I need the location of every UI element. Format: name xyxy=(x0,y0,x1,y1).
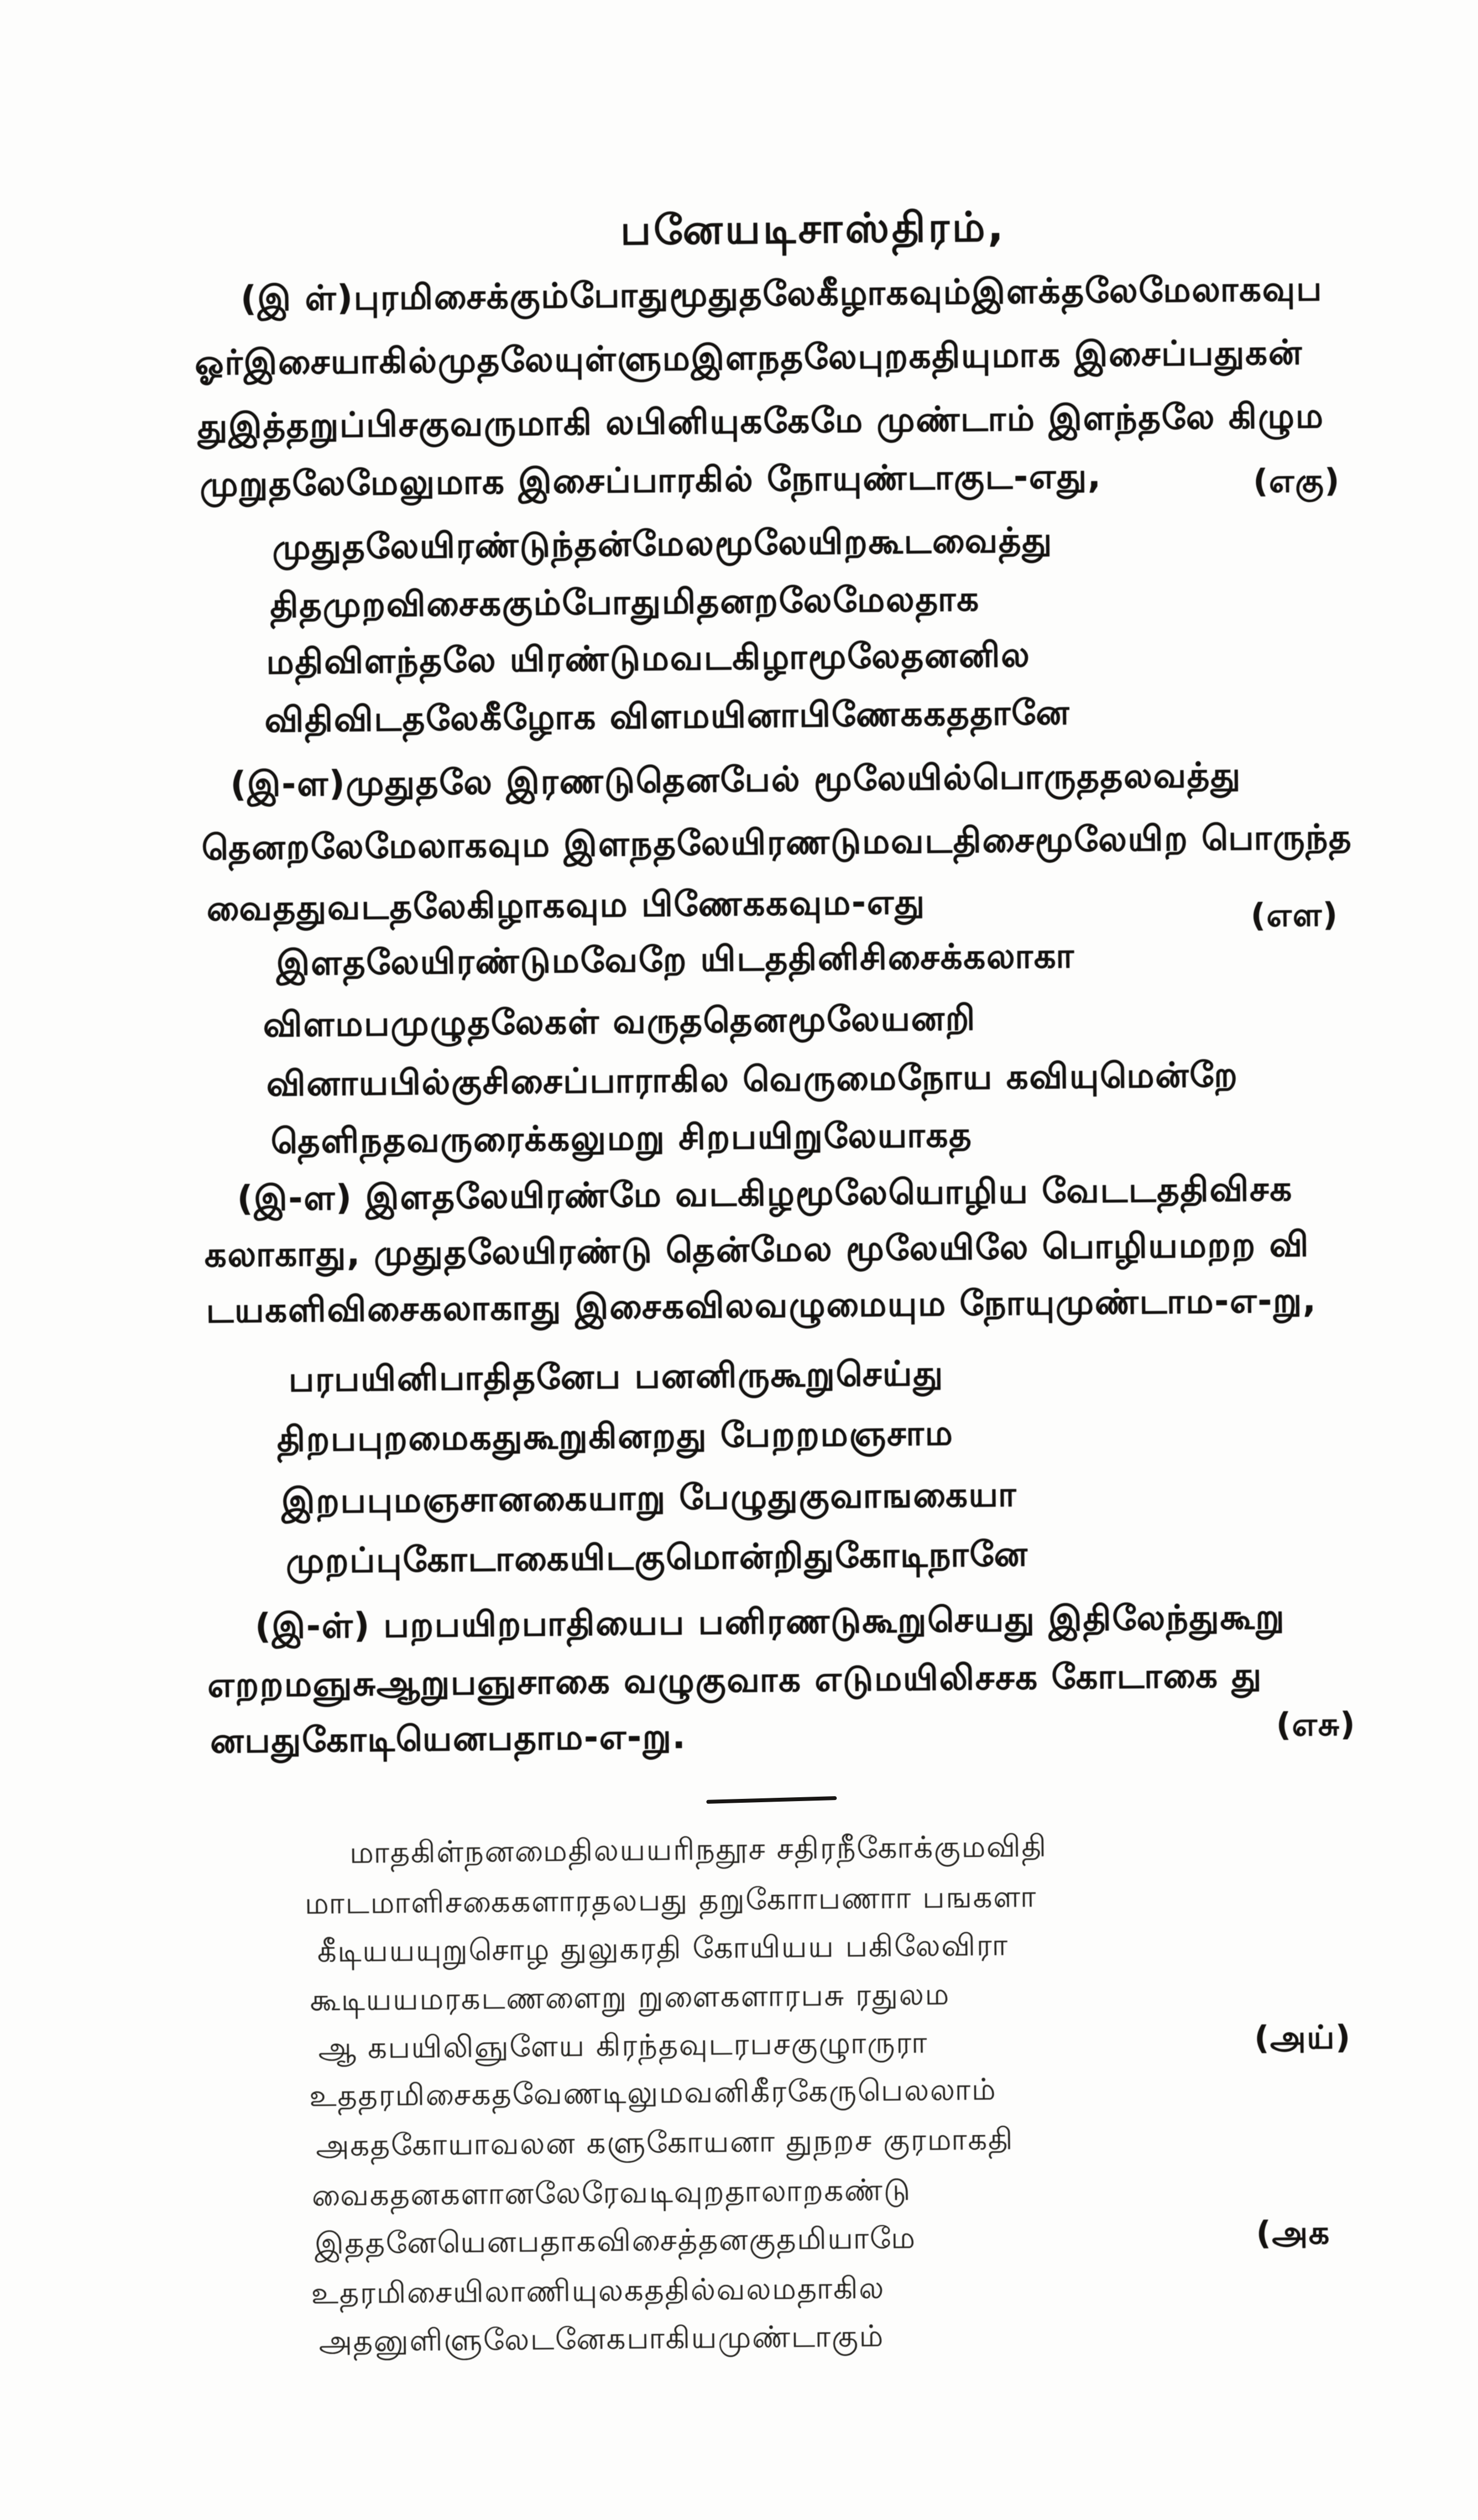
verse-long-line: மாடமாளிசகைகளாரதலபது தறுகோாபணாா பஙகளா xyxy=(304,1879,1037,1921)
section-divider xyxy=(706,1796,837,1804)
page-title: பனேயடிசாஸ்திரம், xyxy=(620,203,1006,254)
verse-line: இறபபுமஞசானகையாறு பேழுதுகுவாஙகையா xyxy=(281,1474,1017,1521)
verse-long-line: ஆ கபயிலிஞுளேய கிரந்தவுடரபசகுழுாருரா xyxy=(318,2025,928,2066)
prose-line: (இ ள்)புரமிசைக்கும்போதுமூதுதலேகீழாகவும்இளக்தலேமேலாகவுப xyxy=(240,268,1323,319)
prose-line: ஓர்இசையாகில்முதலேயுள்ளுமஇளநதலேபுறகதியுமாக இசைப்பதுகன் xyxy=(195,332,1303,383)
verse-number-marker: (அக xyxy=(1256,2213,1331,2252)
verse-line: தெளிநதவருரைக்கலுமறு சிறபயிறுலேயாகத xyxy=(270,1114,973,1162)
verse-line: மதிவிளந்தலே யிரண்டுமவடகிழாமூலேதனனில xyxy=(266,634,1031,682)
verse-long-line: அதனுளிளுலேடனேகபாகியமுண்டாகும் xyxy=(318,2318,885,2359)
prose-line: வைததுவடதலேகிழாகவும பிணேககவும-எது xyxy=(206,881,926,929)
verse-line: பரபயினிபாதிதனேப பனனிருகூறுசெய்து xyxy=(288,1353,944,1400)
verse-long-line: உததரமிசைகதவேணடிலுமவனிகீரகேருபெலலாம் xyxy=(309,2072,997,2114)
verse-long-line: கூடியயமரகடணளைறு றுளைகளாரபசு ரதுலம xyxy=(310,1976,950,2018)
verse-long-line: கீடியயயுறுசொழ துலுகரதி கோயியய பகிலேவிரா xyxy=(317,1927,1009,1969)
verse-long-line: உதரமிசையிலாணியுலகததில்வலமதாகில xyxy=(311,2270,885,2311)
verse-number-marker: (எசு) xyxy=(1276,1705,1356,1744)
prose-line: எறறமஞுசுஆறுபஞுசாகை வழுகுவாக எடுமயிலிசசக கோடாகை து xyxy=(207,1654,1263,1705)
prose-line: தெனறலேமேலாகவும இளநதலேயிரணடுமவடதிசைமூலேயிற பொருந்த xyxy=(201,816,1352,868)
verse-line: இளதலேயிரண்டுமவேறே யிடததினிசிசைக்கலாகா xyxy=(276,935,1075,984)
verse-number-marker: (எகு) xyxy=(1253,461,1341,500)
verse-line: விதிவிடதலேகீழோக விளமயினாபிணேககததானே xyxy=(264,692,1070,740)
prose-line: (இ-ள்) பறபயிறபாதியைப பனிரணடுகூறுசெயது இதிலேந்துகூறு xyxy=(254,1596,1286,1647)
prose-line: (இ-ள) இளதலேயிரண்மே வடகிழமூலேயொழிய வேடடததிவிசக xyxy=(237,1168,1293,1219)
verse-line: முறப்புகோடாகையிடகுமொன்றிதுகோடிநானே xyxy=(285,1533,1029,1581)
verse-line: திதமுறவிசைககும்போதுமிதனறலேமேலதாக xyxy=(270,578,980,626)
prose-line: (இ-ள)முதுதலே இரணடுதெனபேல் மூலேயில்பொருததலவத்து xyxy=(230,754,1242,805)
verse-line: திறபபுறமைகதுகூறுகினறது பேறறமஞசாம xyxy=(276,1412,954,1460)
prose-line: கலாகாது, முதுதலேயிரண்டு தென்மேல மூலேயிலே பொழியமறற வி xyxy=(204,1224,1310,1275)
verse-long-line: இததனேயெனபதாகவிசைத்தனகுதமியாமே xyxy=(314,2220,917,2261)
prose-line: டயகளிவிசைகலாகாது இசைகவிலவழுமையும நோயுமுண்டாம-எ-று, xyxy=(206,1279,1317,1331)
prose-line: துஇத்தறுப்பிசகுவருமாகி லபினியுககேமே முண்டாம் இளந்தலே கிழும xyxy=(197,395,1325,447)
verse-line: விளமபமுழுதலேகள் வருததெனமூலேயனறி xyxy=(263,997,976,1045)
verse-long-line: வைகதனகளானலேரேவடிவுறதாலாறகண்டு xyxy=(311,2172,912,2213)
verse-long-line: மாதகிள்நனமைதிலயயரிநதூச சதிரநீகோக்குமவிதி xyxy=(349,1828,1048,1870)
verse-number-marker: (அய்) xyxy=(1254,2018,1352,2057)
verse-line: வினாயபில்குசிசைப்பாராகில வெருமைநோய கவியுமென்றே xyxy=(266,1054,1239,1104)
prose-line: னபதுகோடியெனபதாம-எ-று. xyxy=(210,1715,687,1761)
prose-line: முறுதலேமேலுமாக இசைப்பாரகில் நோயுண்டாகுட-எது, xyxy=(200,455,1102,505)
verse-line: முதுதலேயிரண்டுந்தன்மேலமூலேயிறகூடவைத்து xyxy=(272,519,1053,568)
verse-long-line: அகதகோயாவலன களுகோயனா துநறச குரமாகதி xyxy=(316,2121,1014,2163)
verse-number-marker: (எள) xyxy=(1250,895,1339,935)
